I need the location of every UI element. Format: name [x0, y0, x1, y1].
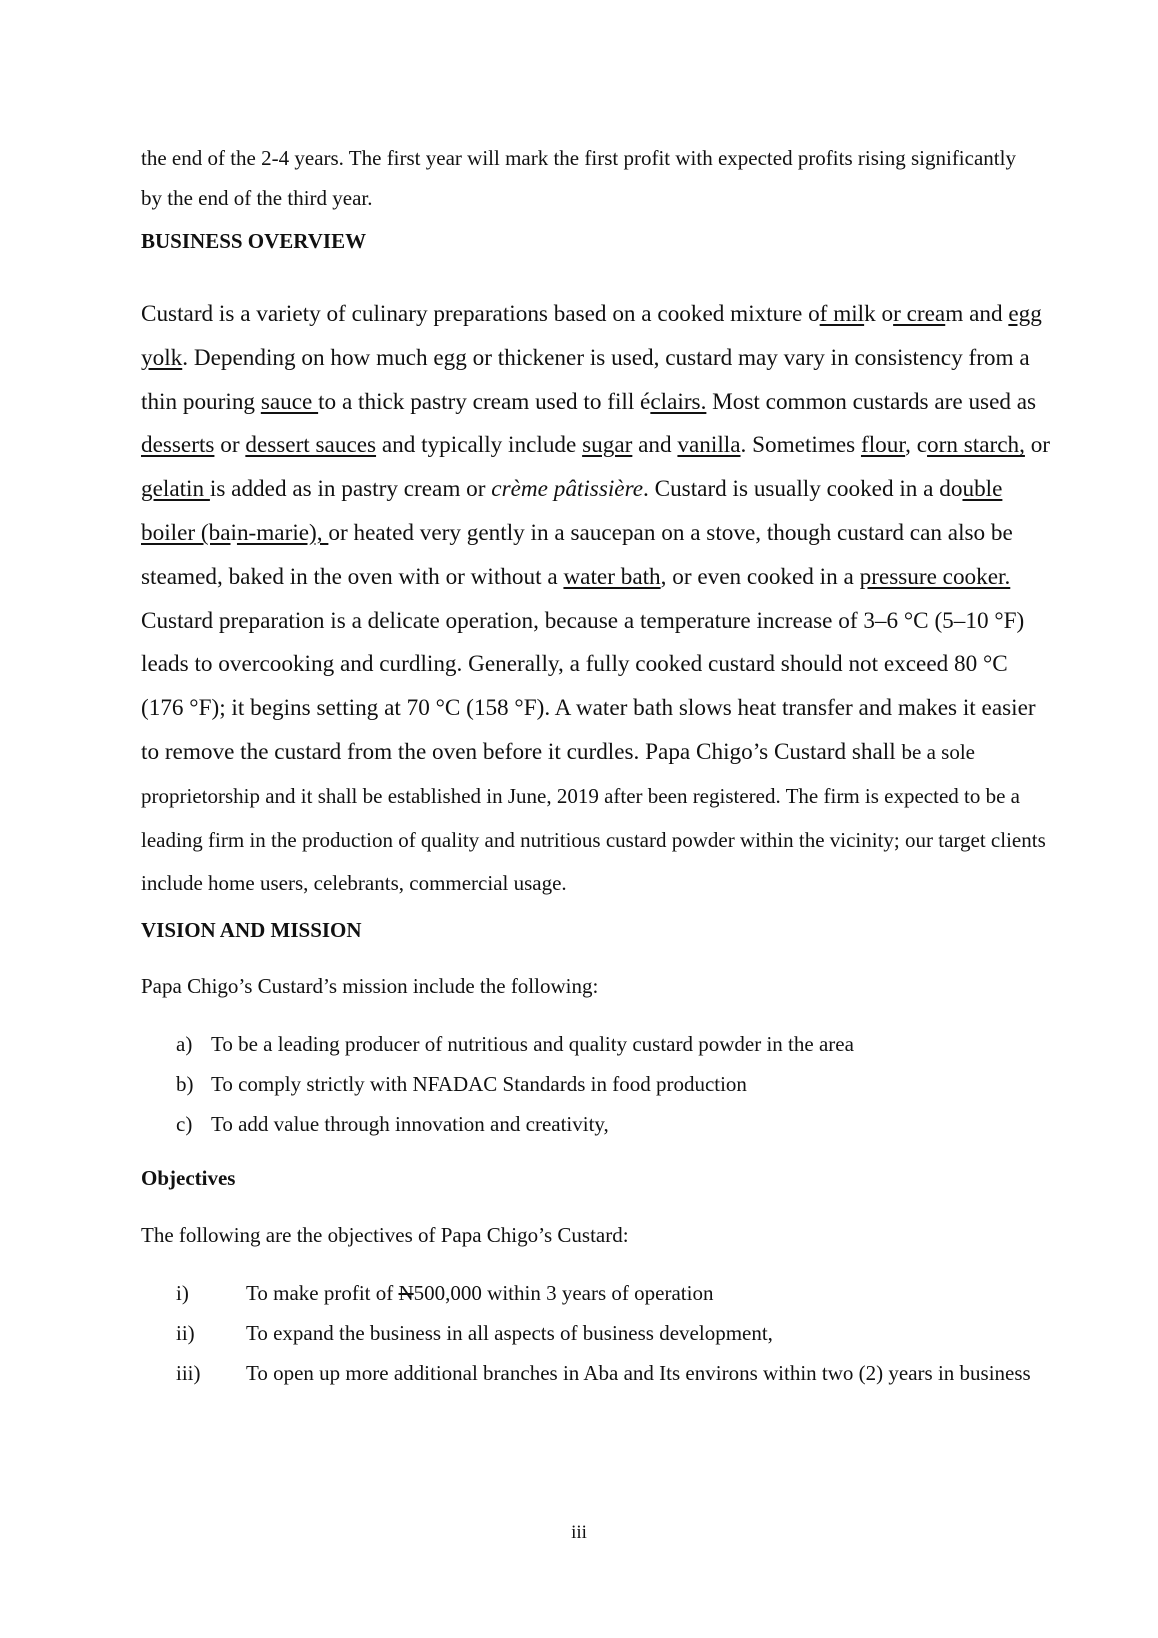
objective-item [176, 1273, 1056, 1313]
mission-item [176, 1024, 854, 1064]
hyperlink-text[interactable]: n-marie), [236, 519, 329, 546]
overview-text-segment: . Depending on how much egg or thickener is used, custard may vary in consistency from a thin pouring [141, 344, 1030, 415]
objective-item [176, 1353, 1056, 1393]
mission-item [176, 1064, 854, 1104]
overview-text-segment: i [230, 519, 237, 546]
overview-text-segment: and [632, 432, 678, 459]
overview-text-segment: be a sole proprietorship and it shall be established in June, 2019 after been registered. The firm is expected to be a leading firm in the production of quality and nutritious custard powder within the vicinity; our target clients include home users, celebrants, commercial usage. [141, 739, 1046, 896]
overview-text-segment: to a thick pastry cream used to fill é [318, 388, 651, 415]
overview-text-segment: , or even cooked in a [660, 563, 860, 590]
objective-item [176, 1313, 1056, 1353]
page-number: iii [571, 1522, 587, 1543]
overview-text-segment: Most common custards are used as [706, 388, 1037, 415]
objective-item-text [246, 1273, 1056, 1313]
overview-text-segment: Custard is a variety of culinary preparations based on a cooked mixture o [141, 301, 820, 327]
hyperlink-text[interactable]: vanilla [677, 432, 741, 459]
objectives-list [176, 1273, 1056, 1393]
overview-text-segment: crème pâtissière [491, 476, 644, 503]
overview-text-segment: or [214, 432, 246, 459]
objective-item-text: To open up more additional branches in Aba and Its environs within two (2) years in business [246, 1361, 1031, 1385]
overview-text-segment: . Sometimes [740, 432, 861, 459]
business-overview-paragraph [141, 293, 1056, 906]
objective-item-marker: ii) [176, 1321, 195, 1345]
objectives-heading: Objectives [141, 1166, 236, 1190]
objective-text-post: 500,000 within 3 years of operation [413, 1281, 714, 1305]
mission-item-text: To comply strictly with NFADAC Standards in food production [211, 1072, 747, 1096]
hyperlink-text[interactable]: gelatin [141, 476, 210, 503]
overview-text-segment: k o [864, 301, 894, 327]
hyperlink-text[interactable]: sugar [582, 432, 633, 459]
business-overview-heading: BUSINESS OVERVIEW [141, 229, 367, 253]
hyperlink-text[interactable]: egg yolk [141, 301, 1042, 371]
mission-item-marker: b) [176, 1072, 194, 1096]
objective-item-marker: iii) [176, 1361, 201, 1385]
mission-item [176, 1104, 854, 1144]
vision-mission-heading: VISION AND MISSION [141, 918, 362, 942]
mission-list [176, 1024, 854, 1144]
overview-text-segment: is added as in pastry cream or [209, 476, 492, 503]
hyperlink-text[interactable]: f mil [819, 301, 865, 327]
mission-item-text: To be a leading producer of nutritious and quality custard powder in the area [211, 1032, 854, 1056]
objective-item-text: To expand the business in all aspects of business development, [246, 1321, 773, 1345]
hyperlink-text[interactable]: sauce [260, 388, 319, 415]
hyperlink-text[interactable]: uble boiler (ba [141, 476, 1003, 546]
overview-text-segment: . Custard is usually cooked in a do [643, 476, 963, 503]
mission-intro: Papa Chigo’s Custard’s mission include the following: [141, 974, 599, 998]
overview-text-segment: and typically include [376, 432, 583, 459]
intro-paragraph: the end of the 2-4 years. The first year will mark the first profit with expected profits rising significantly by the end of the third year. [141, 146, 1016, 210]
hyperlink-text[interactable]: desserts [141, 432, 215, 459]
objectives-intro: The following are the objectives of Papa Chigo’s Custard: [141, 1223, 629, 1247]
hyperlink-text[interactable]: clairs. [650, 388, 707, 415]
hyperlink-text[interactable]: pressure cooker. [859, 563, 1011, 590]
objective-item-marker: i) [176, 1281, 189, 1305]
overview-text-segment: Custard preparation is a delicate operation, because a temperature increase of 3–6 °C (5–10 °F) leads to overcooking and curdling. Generally, a fully cooked custard should not exceed 80 °C (176 °F); it begins setting at 70 °C (158 °F). A water bath slows heat transfer and makes it easier to remove the custard from the oven before it curdles. Papa Chigo’s Custard shall [141, 607, 1036, 765]
overview-text-segment: , c [905, 432, 928, 459]
overview-text-segment: m and [945, 301, 1009, 327]
mission-item-marker: c) [176, 1112, 193, 1136]
hyperlink-text[interactable]: orn starch, [927, 432, 1025, 459]
naira-symbol: N [398, 1281, 414, 1305]
overview-text-segment: or [1024, 432, 1051, 459]
hyperlink-text[interactable]: dessert sauces [245, 432, 377, 459]
overview-text-segment: or heated very gently in a saucepan on a stove, though custard can also be steamed, baked in the oven with or without a [141, 519, 1013, 590]
mission-item-marker: a) [176, 1032, 193, 1056]
hyperlink-text[interactable]: flour [860, 432, 906, 459]
hyperlink-text[interactable]: r crea [893, 301, 946, 327]
objective-text-pre: To make profit of [246, 1281, 399, 1305]
mission-item-text: To add value through innovation and creativity, [211, 1112, 609, 1136]
hyperlink-text[interactable]: water bath [563, 563, 661, 590]
